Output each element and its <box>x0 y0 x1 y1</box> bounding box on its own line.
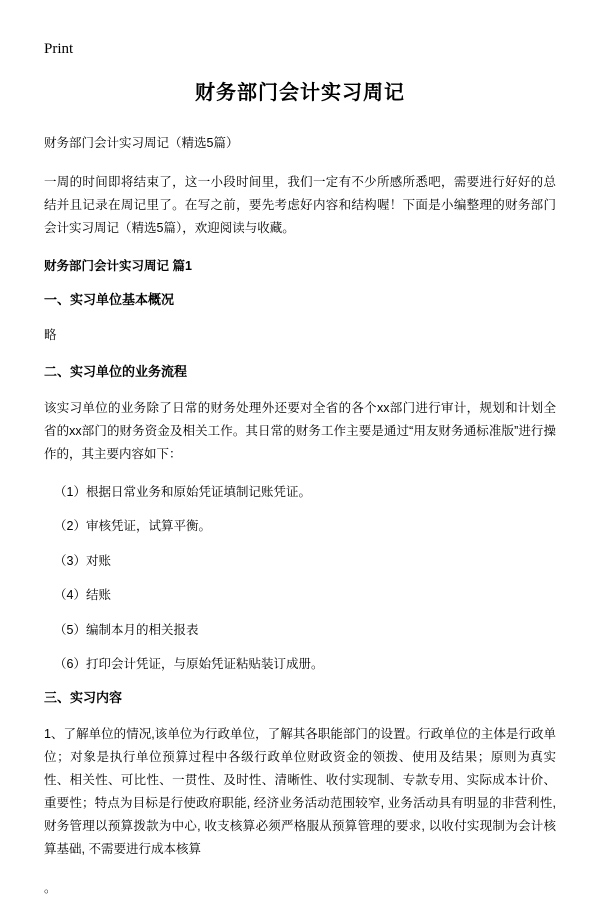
print-button[interactable]: Print <box>44 41 74 57</box>
document-intro: 一周的时间即将结束了，这一小段时间里，我们一定有不少所感所悉吧，需要进行好好的总结并且记录在周记里了。在写之前，要先考虑好内容和结构喔！下面是小编整理的财务部门会计实习周记（精选5篇），欢迎阅读与收藏。 <box>44 175 556 236</box>
list-item: （2）审核凭证，试算平衡。 <box>54 519 211 534</box>
article-heading: 财务部门会计实习周记 篇1 <box>44 258 192 273</box>
section-heading-3: 三、实习内容 <box>44 689 123 705</box>
section-text-1: 略 <box>44 328 57 343</box>
page-title: 财务部门会计实习周记 <box>195 82 405 104</box>
list-item: （3）对账 <box>54 553 111 568</box>
process-list <box>44 481 556 676</box>
section-heading-1: 一、实习单位基本概况 <box>44 291 175 307</box>
list-item: （4）结账 <box>54 588 111 603</box>
document-subtitle: 财务部门会计实习周记（精选5篇） <box>44 136 239 150</box>
list-item: （5）编制本月的相关报表 <box>54 622 199 637</box>
section-heading-2: 二、实习单位的业务流程 <box>44 363 188 379</box>
section-text-2: 该实习单位的业务除了日常的财务处理外还要对全省的各个xx部门进行审计，规划和计划全省的xx部门的财务资金及相关工作。其日常的财务工作主要是通过“用友财务通标准版”进行操作的，其主要内容如下： <box>44 400 556 461</box>
section-text-3: 1、了解单位的情况,该单位为行政单位，了解其各职能部门的设置。行政单位的主体是行政单位；对象是执行单位预算过程中各级行政单位财政资金的领拨、使用及结果；原则为真实性、相关性、可比性、一贯性、及时性、清晰性、收付实现制、专款专用、实际成本计价、重要性；特点为目标是行使政府职能, 经济业务活动范围较窄, 业务活动具有明显的非营利性, 财务管理以预算拨款为中心, 收支核算必须严格服从预算管理的要求, 以收付实现制为会计核算基础, 不需要进行成本核算 <box>44 726 556 857</box>
list-item: （6）打印会计凭证，与原始凭证粘贴装订成册。 <box>54 657 324 672</box>
section-text-3-tail: 。 <box>44 880 57 895</box>
list-item: （1）根据日常业务和原始凭证填制记账凭证。 <box>54 484 311 499</box>
